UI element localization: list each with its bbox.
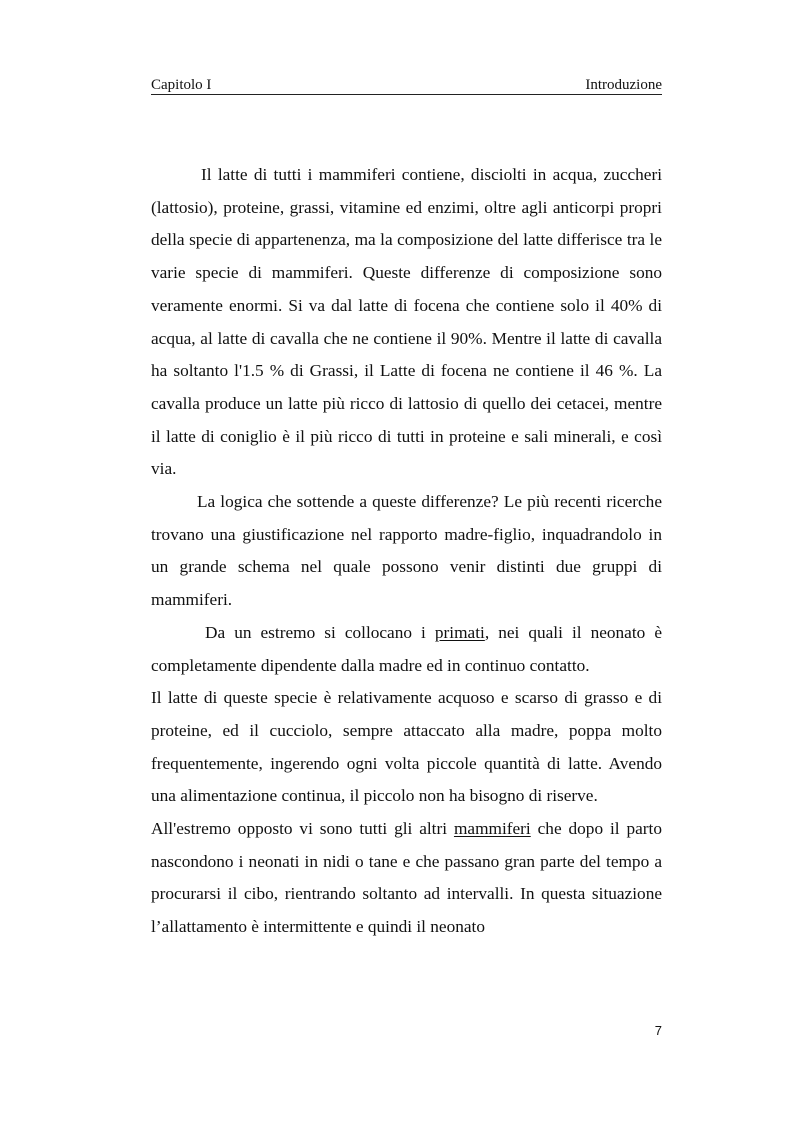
paragraph-2: La logica che sottende a queste differenze? Le più recenti ricerche trovano una giustificazione nel rapporto madre-figlio, inquadrandolo in un grande schema nel quale possono venir distinti due gruppi di mammiferi. bbox=[151, 492, 662, 610]
paragraph-4: Il latte di queste specie è relativamente acquoso e scarso di grasso e di proteine, ed il cucciolo, sempre attaccato alla madre, poppa molto frequentemente, ingerendo ogni volta piccole quantità di latte. Avendo una alimentazione continua, il piccolo non ha bisogno di riserve. bbox=[151, 688, 662, 806]
mammiferi-link[interactable]: mammiferi bbox=[453, 819, 531, 839]
paragraph-3 bbox=[151, 617, 662, 682]
primati-link[interactable]: primati bbox=[434, 622, 485, 642]
page-header bbox=[151, 76, 662, 95]
paragraph-5 bbox=[151, 813, 662, 944]
page-number: 7 bbox=[654, 1023, 662, 1038]
chapter-label: Capitolo I bbox=[151, 77, 212, 93]
paragraph-5-text-end: che dopo il parto nascondono i neonati in nidi o tane e che passano gran parte del tempo a procurarsi il cibo, rientrando soltanto ad intervalli. In questa situazione l’allattamento è intermittente e quindi il neonato bbox=[151, 819, 662, 937]
body-text bbox=[151, 159, 662, 944]
paragraph-1: Il latte di tutti i mammiferi contiene, disciolti in acqua, zuccheri (lattosio), proteine, grassi, vitamine ed enzimi, oltre agli anticorpi propri della specie di appartenenza, ma la composizione del latte differisce tra le varie specie di mammiferi. Queste differenze di composizione sono veramente enormi. Si va dal latte di focena che contiene solo il 40% di acqua, al latte di cavalla che ne contiene il 90%. Mentre il latte di cavalla ha soltanto l'1.5 % di Grassi, il Latte di focena ne contiene il 46 %. La cavalla produce un latte più ricco di lattosio di quello dei cetacei, mentre il latte di coniglio è il più ricco di tutti in proteine e sali minerali, e così via. bbox=[151, 165, 662, 479]
paragraph-3-text-start: Da un estremo si collocano i bbox=[205, 622, 435, 642]
paragraph-5-text-start: All'estremo opposto vi sono tutti gli altri bbox=[151, 819, 454, 839]
section-title: Introduzione bbox=[585, 77, 662, 93]
paragraph-3-text-end: , nei quali il neonato è completamente dipendente dalla madre ed in continuo contatto. bbox=[151, 622, 663, 675]
